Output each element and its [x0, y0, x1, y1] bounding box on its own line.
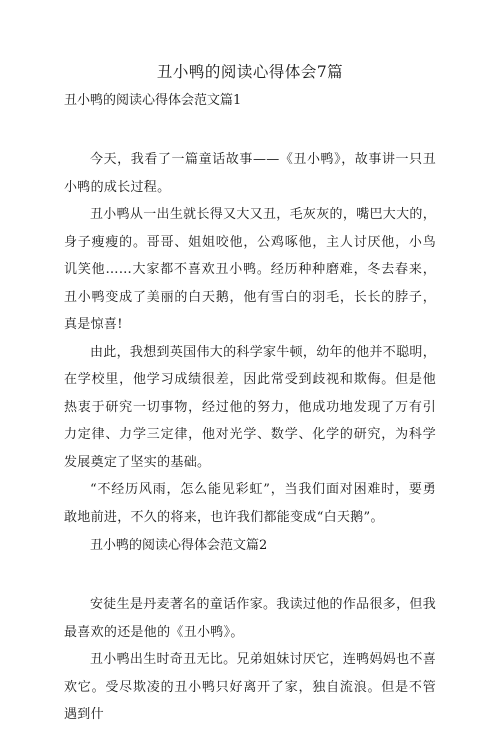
- section-2-paragraph-2: 丑小鸭出生时奇丑无比。兄弟姐妹讨厌它，连鸭妈妈也不喜欢它。受尽欺凌的丑小鸭只好离开了家，独自流浪。但是不管遇到什: [64, 652, 436, 722]
- section-1-paragraph-3: 由此，我想到英国伟大的科学家牛顿，幼年的他并不聪明，在学校里，他学习成绩很差，因此常受到歧视和欺侮。但是他热衷于研究一切事物，经过他的努力，他成功地发现了万有引力定律、力学三定律，他对光学、数学、化学的研究，为科学发展奠定了坚实的基础。: [64, 344, 436, 470]
- section-2-heading: 丑小鸭的阅读心得体会范文篇2: [90, 538, 268, 553]
- section-1-paragraph-2: 丑小鸭从一出生就长得又大又丑，毛灰灰的，嘴巴大大的，身子瘦瘦的。哥哥、姐姐咬他，公鸡啄他，主人讨厌他，小鸟讥笑他……大家都不喜欢丑小鸭。经历种种磨难，冬去春来，丑小鸭变成了美丽的白天鹅，他有雪白的羽毛，长长的脖子，真是惊喜!: [64, 207, 436, 332]
- section-2-paragraph-1: 安徒生是丹麦著名的童话作家。我读过他的作品很多，但我最喜欢的还是他的《丑小鸭》。: [64, 597, 436, 640]
- section-1-paragraph-4: “不经历风雨，怎么能见彩虹”，当我们面对困难时，要勇敢地前进，不久的将来，也许我们都能变成“白天鹅”。: [64, 482, 436, 525]
- section-2-spacer: [64, 555, 436, 591]
- section-1-heading: 丑小鸭的阅读心得体会范文篇1: [64, 93, 242, 108]
- section-1-paragraph-1: 今天，我看了一篇童话故事——《丑小鸭》，故事讲一只丑小鸭的成长过程。: [64, 152, 436, 195]
- section-1-spacer: [64, 110, 436, 146]
- document-title: 丑小鸭的阅读心得体会7篇: [156, 63, 344, 81]
